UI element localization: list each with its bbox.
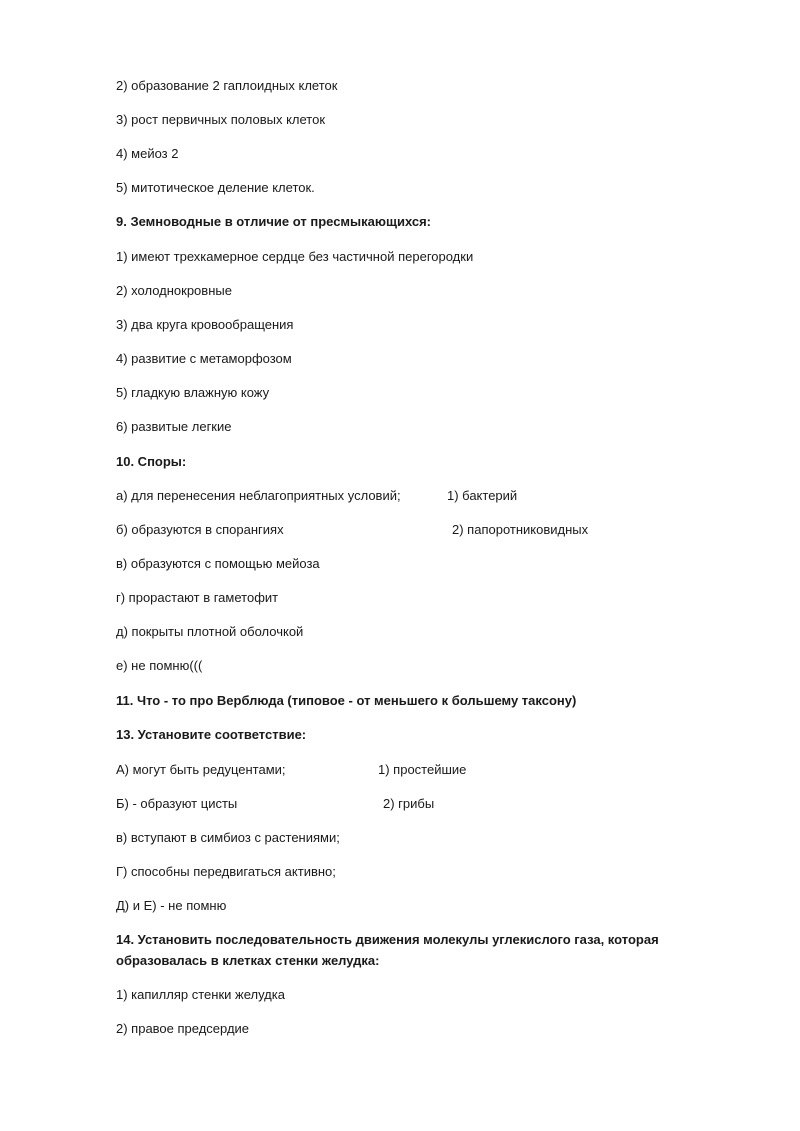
text-line: в) вступают в симбиоз с растениями; [116,830,340,845]
match-option: 2) папоротниковидных [452,522,589,537]
text-line: б) образуются в спорангиях [116,522,284,537]
text-line: 2) холоднокровные [116,283,232,298]
text-line: Д) и Е) - не помню [116,898,227,913]
text-line: 2) образование 2 гаплоидных клеток [116,78,338,93]
text-line: 3) рост первичных половых клеток [116,112,326,127]
text-line: 5) митотическое деление клеток. [116,180,315,195]
question-heading-14-cont: образовалась в клетках стенки желудка: [116,953,380,968]
text-line: г) прорастают в гаметофит [116,590,279,605]
question-heading-9: 9. Земноводные в отличие от пресмыкающихся: [116,214,431,229]
question-heading-13: 13. Установите соответствие: [116,727,307,742]
match-option: 1) бактерий [447,488,518,503]
text-line: 4) развитие с метаморфозом [116,351,292,366]
text-line: в) образуются с помощью мейоза [116,556,320,571]
question-heading-14: 14. Установить последовательность движения молекулы углекислого газа, которая [116,932,659,947]
text-line: Б) - образуют цисты [116,796,238,811]
text-line: д) покрыты плотной оболочкой [116,624,304,639]
text-line: 1) капилляр стенки желудка [116,987,285,1002]
text-line: Г) способны передвигаться активно; [116,864,336,879]
text-line: а) для перенесения неблагоприятных условий; [116,488,401,503]
match-option: 2) грибы [383,796,435,811]
text-line: 2) правое предсердие [116,1021,250,1036]
text-line: е) не помню((( [116,658,203,673]
text-line: 1) имеют трехкамерное сердце без частичной перегородки [116,249,474,264]
question-heading-10: 10. Споры: [116,454,187,469]
text-line: А) могут быть редуцентами; [116,762,286,777]
text-line: 6) развитые легкие [116,419,232,434]
match-option: 1) простейшие [378,762,467,777]
text-line: 5) гладкую влажную кожу [116,385,270,400]
text-line: 3) два круга кровообращения [116,317,294,332]
question-heading-11: 11. Что - то про Верблюда (типовое - от меньшего к большему таксону) [116,693,577,708]
text-line: 4) мейоз 2 [116,146,179,161]
